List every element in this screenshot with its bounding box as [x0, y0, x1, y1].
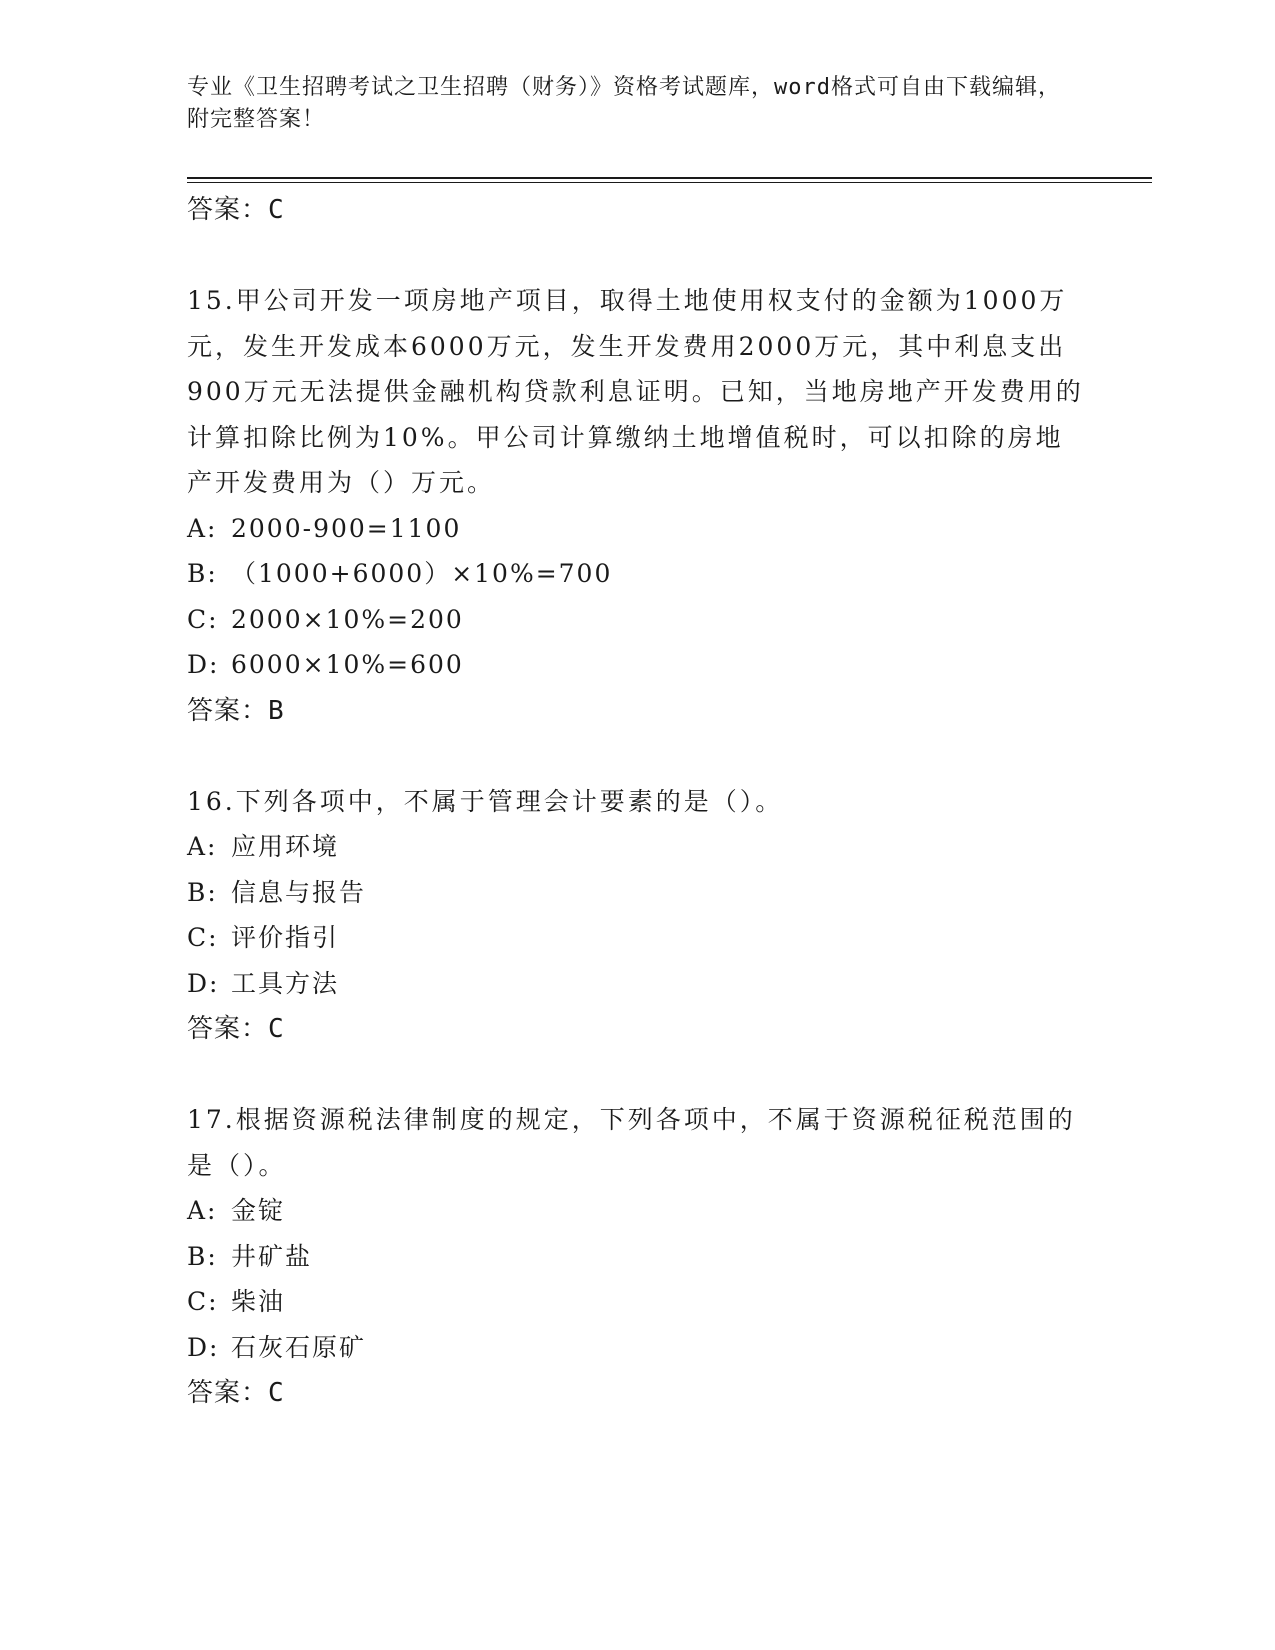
- option-key: C:: [187, 1287, 219, 1316]
- option-a: [187, 506, 1087, 552]
- option-text: 2000-900=1100: [231, 513, 462, 543]
- option-b: [187, 870, 1087, 916]
- option-a: [187, 1188, 1087, 1234]
- option-text: （1000+6000）×10%=700: [231, 559, 613, 588]
- option-key: C:: [187, 604, 219, 634]
- question-stem: 15.甲公司开发一项房地产项目，取得土地使用权支付的金额为1000万元，发生开发成本6000万元，发生开发费用2000万元，其中利息支出900万元无法提供金融机构贷款利息证明。已知，当地房地产开发费用的计算扣除比例为10%。甲公司计算缴纳土地增值税时，可以扣除的房地产开发费用为（）万元。: [187, 286, 1084, 497]
- option-key: D:: [187, 650, 220, 679]
- option-a: [187, 824, 1087, 870]
- answer: 答案：C: [187, 1378, 285, 1408]
- option-key: B:: [187, 877, 218, 907]
- option-key: D:: [187, 968, 220, 998]
- option-d: [187, 642, 1087, 688]
- option-key: A:: [187, 513, 218, 543]
- option-key: B:: [187, 559, 218, 588]
- option-text: 应用环境: [231, 832, 340, 861]
- option-b: [187, 1234, 1087, 1280]
- header-rule-thin: [187, 182, 1152, 183]
- option-key: C:: [187, 923, 219, 952]
- option-key: A:: [187, 1196, 218, 1225]
- header-rule-thick: [187, 177, 1152, 179]
- question-stem: 16.下列各项中，不属于管理会计要素的是（）。: [187, 786, 784, 816]
- option-text: 信息与报告: [231, 877, 367, 907]
- option-text: 评价指引: [231, 923, 340, 952]
- answer: 答案：C: [187, 1014, 285, 1044]
- option-d: [187, 1325, 1087, 1371]
- option-key: B:: [187, 1241, 218, 1271]
- option-c: [187, 597, 1087, 643]
- option-b: [187, 551, 1087, 597]
- option-text: 金锭: [231, 1196, 286, 1225]
- option-c: [187, 915, 1087, 961]
- question-15: [187, 278, 1087, 734]
- option-c: [187, 1279, 1087, 1325]
- option-text: 井矿盐: [231, 1241, 313, 1271]
- option-key: A:: [187, 832, 218, 861]
- option-key: D:: [187, 1332, 220, 1362]
- question-stem: 17.根据资源税法律制度的规定，下列各项中，不属于资源税征税范围的是（）。: [187, 1105, 1076, 1180]
- option-d: [187, 961, 1087, 1007]
- option-text: 6000×10%=600: [231, 650, 464, 679]
- document-header: 专业《卫生招聘考试之卫生招聘（财务）》资格考试题库，word格式可自由下载编辑，附完整答案！: [187, 75, 1061, 132]
- option-text: 柴油: [231, 1287, 286, 1316]
- question-16: [187, 779, 1087, 1053]
- option-text: 2000×10%=200: [231, 604, 464, 634]
- question-17: [187, 1097, 1087, 1416]
- option-text: 石灰石原矿: [231, 1332, 367, 1362]
- previous-answer: 答案：C: [187, 195, 285, 225]
- answer: 答案：B: [187, 695, 285, 726]
- question-list: [187, 187, 1087, 1416]
- option-text: 工具方法: [231, 968, 340, 998]
